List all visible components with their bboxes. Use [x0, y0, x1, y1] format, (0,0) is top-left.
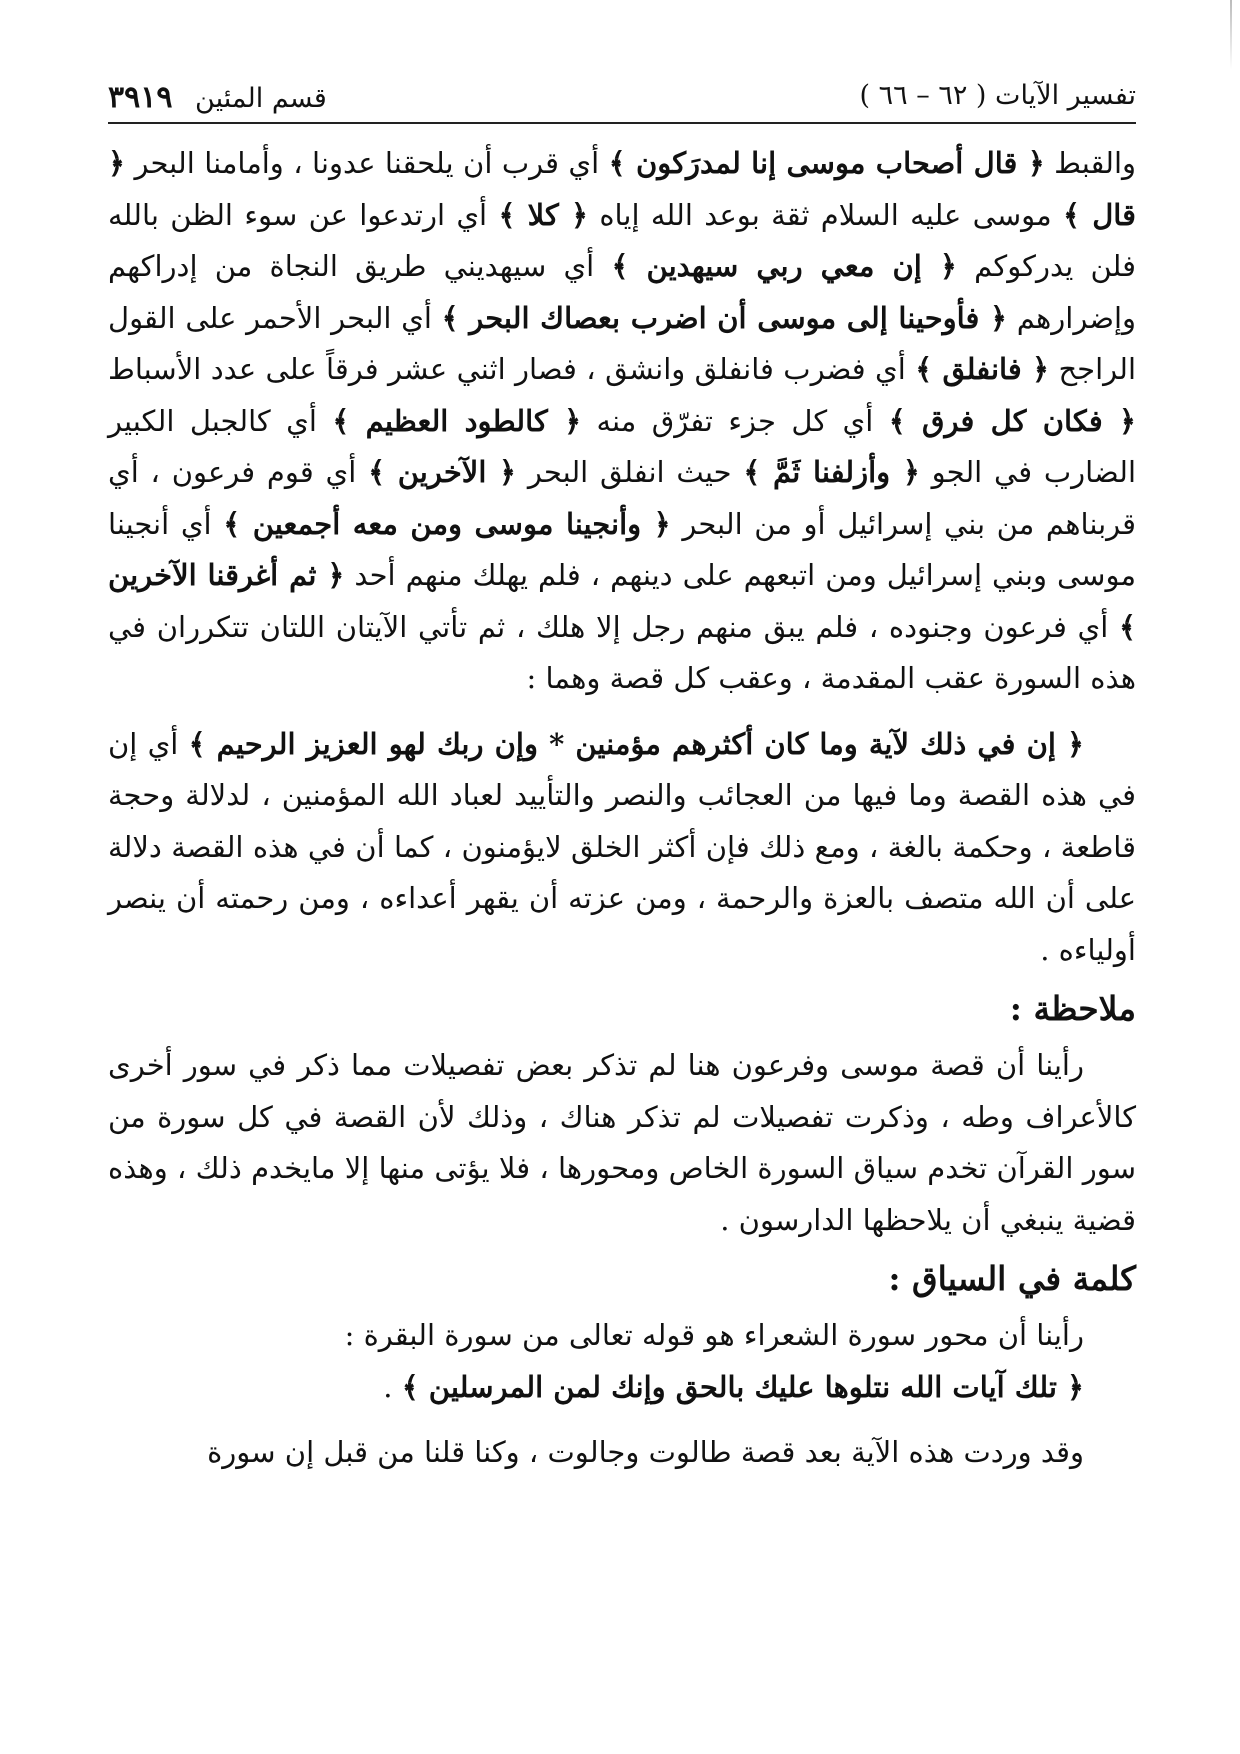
text-span: أي كل جزء تفرّق منه	[596, 403, 874, 438]
paragraph-6: وقد وردت هذه الآية بعد قصة طالوت وجالوت ، وكنا قلنا من قبل إن سورة	[207, 1435, 1084, 1469]
page-number: ٣٩١٩	[108, 80, 173, 115]
quran-quote: ﴿ إن معي ربي سيهدين ﴾	[611, 249, 957, 283]
quran-quote: ﴿ إن في ذلك لآية وما كان أكثرهم مؤمنين * وإن ربك لهو العزيز الرحيم ﴾	[188, 726, 1085, 761]
text-span: أي قرب أن يلحقنا عدونا ، وأمامنا البحر	[134, 146, 600, 180]
text-span: أي سيهديني طريق النجاة من إدراكهم وإضرارهم	[108, 249, 1137, 335]
text-span: والقبط	[1054, 146, 1137, 180]
quran-quote: ﴿ فانفلق ﴾	[915, 352, 1050, 386]
text-span: أي كالجبل الكبير الضارب في الجو	[108, 403, 1137, 489]
quran-quote: ﴿ قال أصحاب موسى إنا لمدرَكون ﴾	[608, 146, 1045, 180]
quran-quote: ﴿ كلا ﴾	[498, 197, 588, 232]
text-span: أي البحر الأحمر على القول الراجح	[108, 300, 1137, 386]
header-section-name: قسم المئين	[195, 83, 327, 114]
header-section	[108, 80, 327, 115]
quran-quote: ﴿ قال ﴾	[108, 146, 1136, 232]
text-span: أي قوم فرعون ، أي قربناهم من بني إسرائيل أو من البحر	[108, 455, 1137, 541]
quran-quote: ﴿ الآخرين ﴾	[368, 455, 517, 489]
document-page	[108, 70, 1136, 1720]
spacer	[108, 1413, 1136, 1427]
header-title: تفسير الآيات ( ٦٢ – ٦٦ )	[859, 80, 1136, 111]
quran-quote: ﴿ فأوحينا إلى موسى أن اضرب بعصاك البحر ﴾	[441, 300, 1007, 335]
paragraph-3: رأينا أن قصة موسى وفرعون هنا لم تذكر بعض تفصيلات مما ذكر في سور أخرى كالأعراف وطه ، وذكرت تفصيلات لم تذكر هناك ، وذلك لأن القصة في كل سورة من سور القرآن تخدم سياق السورة الخاص ومحورها ، فلا يؤتى منها إلا مايخدم ذلك ، وهذه قضية ينبغي أن يلاحظها الدارسون .	[108, 1048, 1136, 1237]
paragraph-1	[108, 138, 1136, 705]
scan-edge-mark	[1230, 0, 1232, 70]
text-span: أي فرعون وجنوده ، فلم يبق منهم رجل إلا هلك ، ثم تأتي الآيتان اللتان تتكرران في هذه السورة عقب المقدمة ، وعقب كل قصة وهما :	[108, 609, 1136, 695]
spacer	[108, 705, 1136, 719]
text-span: أي فضرب فانفلق وانشق ، فصار اثني عشر فرقاً على عدد الأسباط	[108, 352, 906, 386]
paragraph-4: رأينا أن محور سورة الشعراء هو قوله تعالى من سورة البقرة :	[344, 1318, 1084, 1352]
text-span: أي أنجينا موسى وبني إسرائيل ومن اتبعهم على دينهم ، فلم يهلك منهم أحد	[108, 506, 1137, 592]
quran-quote: ﴿ وأزلفنا ثَمَّ ﴾	[743, 455, 920, 489]
quran-quote: ﴿ كالطود العظيم ﴾	[332, 403, 582, 438]
text-span: أي ارتدعوا عن سوء الظن بالله فلن يدركوكم	[108, 197, 1137, 283]
paragraph-2	[108, 719, 1136, 977]
text-span: حيث انفلق البحر	[527, 455, 732, 489]
running-header	[108, 70, 1136, 124]
text-span: أي إن في هذه القصة وما فيها من العجائب والنصر والتأييد لعباد الله المؤمنين ، لدلالة وحجة قاطعة ، وحكمة بالغة ، ومع ذلك فإن أكثر الخلق لايؤمنون ، كما أن في هذه القصة دلالة على أن الله متصف بالعزة والرحمة ، ومن عزته أن يقهر أعداءه ، ومن رحمته أن ينصر أولياءه .	[108, 726, 1136, 967]
section-heading-note: ملاحظة :	[1009, 989, 1136, 1028]
quran-quote: ﴿ تلك آيات الله نتلوها عليك بالحق وإنك لمن المرسلين ﴾	[401, 1369, 1084, 1404]
text-span: .	[383, 1369, 393, 1404]
section-heading-context: كلمة في السياق :	[888, 1259, 1136, 1298]
quran-quote: ﴿ فكان كل فرق ﴾	[888, 403, 1137, 438]
quran-quote: ﴿ ثم أغرقنا الآخرين ﴾	[108, 558, 1136, 644]
quran-quote: ﴿ وأنجينا موسى ومن معه أجمعين ﴾	[223, 506, 671, 541]
text-span: موسى عليه السلام ثقة بوعد الله إياه	[599, 197, 1052, 232]
paragraph-5	[108, 1362, 1136, 1414]
